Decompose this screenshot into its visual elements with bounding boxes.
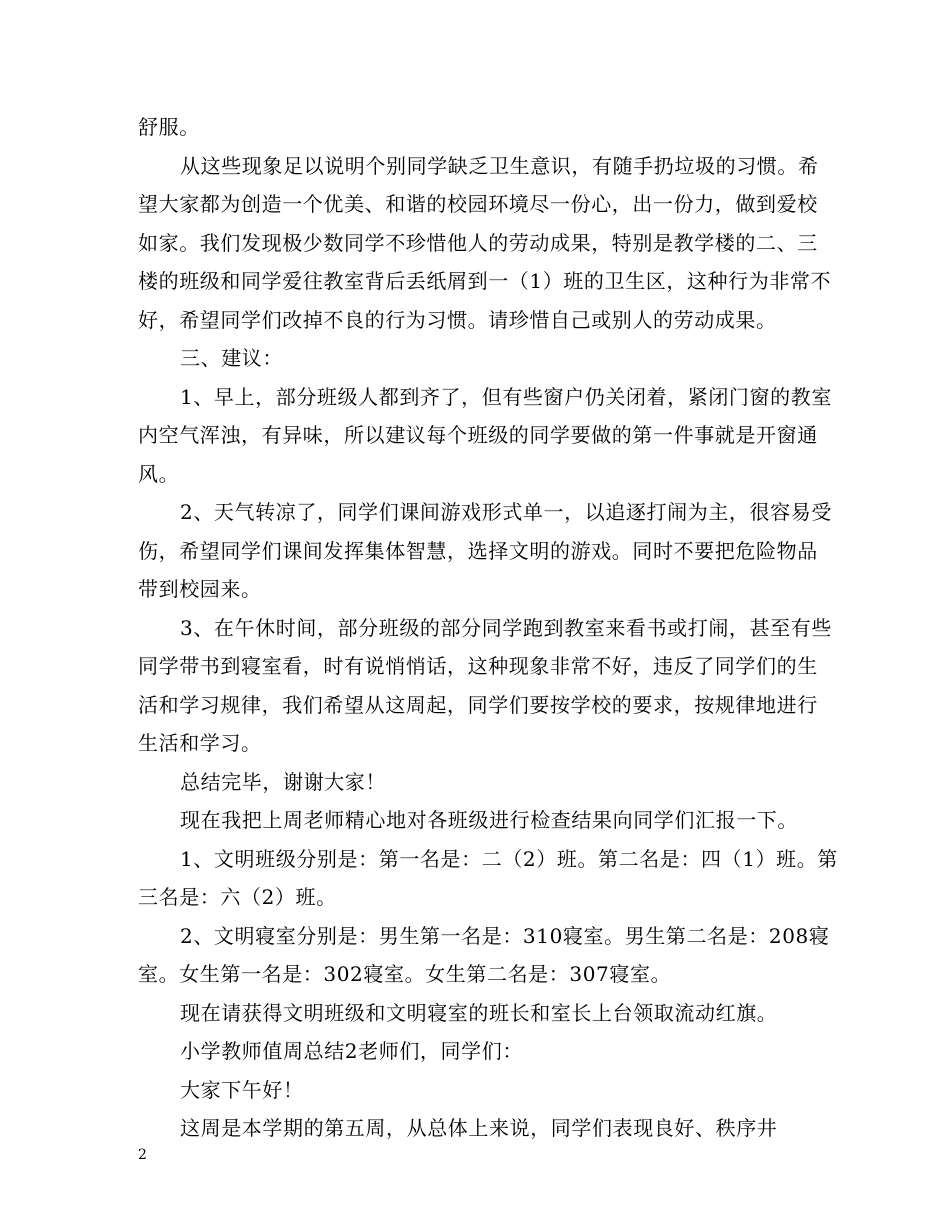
paragraph: 现在请获得文明班级和文明寝室的班长和室长上台领取流动红旗。 (180, 1000, 778, 1025)
document-body (138, 108, 838, 1148)
paragraph: 1、文明班级分别是：第一名是：二（2）班。第二名是：四（1）班。第三名是：六（2）班。 (138, 846, 838, 909)
paragraph: 3、在午休时间，部分班级的部分同学跑到教室来看书或打闹，甚至有些同学带书到寝室看，时有说悄悄话，这种现象非常不好，违反了同学们的生活和学习规律，我们希望从这周起，同学们要按学校的要求，按规律地进行生活和学习。 (138, 615, 832, 755)
paragraph: 大家下午好！ (180, 1077, 304, 1102)
section-heading: 三、建议： (180, 346, 283, 370)
page-number: 2 (138, 1147, 147, 1163)
paragraph: 小学教师值周总结2老师们，同学们： (180, 1039, 523, 1063)
paragraph: 从这些现象足以说明个别同学缺乏卫生意识，有随手扔垃圾的习惯。希望大家都为创造一个优美、和谐的校园环境尽一份心，出一份力，做到爱校如家。我们发现极少数同学不珍惜他人的劳动成果，特别是教学楼的二、三楼的班级和同学爱往教室背后丢纸屑到一（1）班的卫生区，这种行为非常不好，希望同学们改掉不良的行为习惯。请珍惜自己或别人的劳动成果。 (138, 153, 832, 332)
paragraph: 1、早上，部分班级人都到齐了，但有些窗户仍关闭着，紧闭门窗的教室内空气浑浊，有异味，所以建议每个班级的同学要做的第一件事就是开窗通风。 (138, 384, 832, 486)
paragraph: 总结完毕，谢谢大家！ (180, 769, 386, 794)
paragraph: 2、文明寝室分别是：男生第一名是：310寝室。男生第二名是：208寝室。女生第一名是：302寝室。女生第二名是：307寝室。 (138, 923, 830, 986)
paragraph: 2、天气转凉了，同学们课间游戏形式单一，以追逐打闹为主，很容易受伤，希望同学们课间发挥集体智慧，选择文明的游戏。同时不要把危险物品带到校园来。 (138, 500, 832, 601)
paragraph: 舒服。 (138, 115, 200, 139)
paragraph: 现在我把上周老师精心地对各班级进行检查结果向同学们汇报一下。 (180, 808, 798, 832)
paragraph: 这周是本学期的第五周，从总体上来说，同学们表现良好、秩序井 (180, 1116, 778, 1140)
